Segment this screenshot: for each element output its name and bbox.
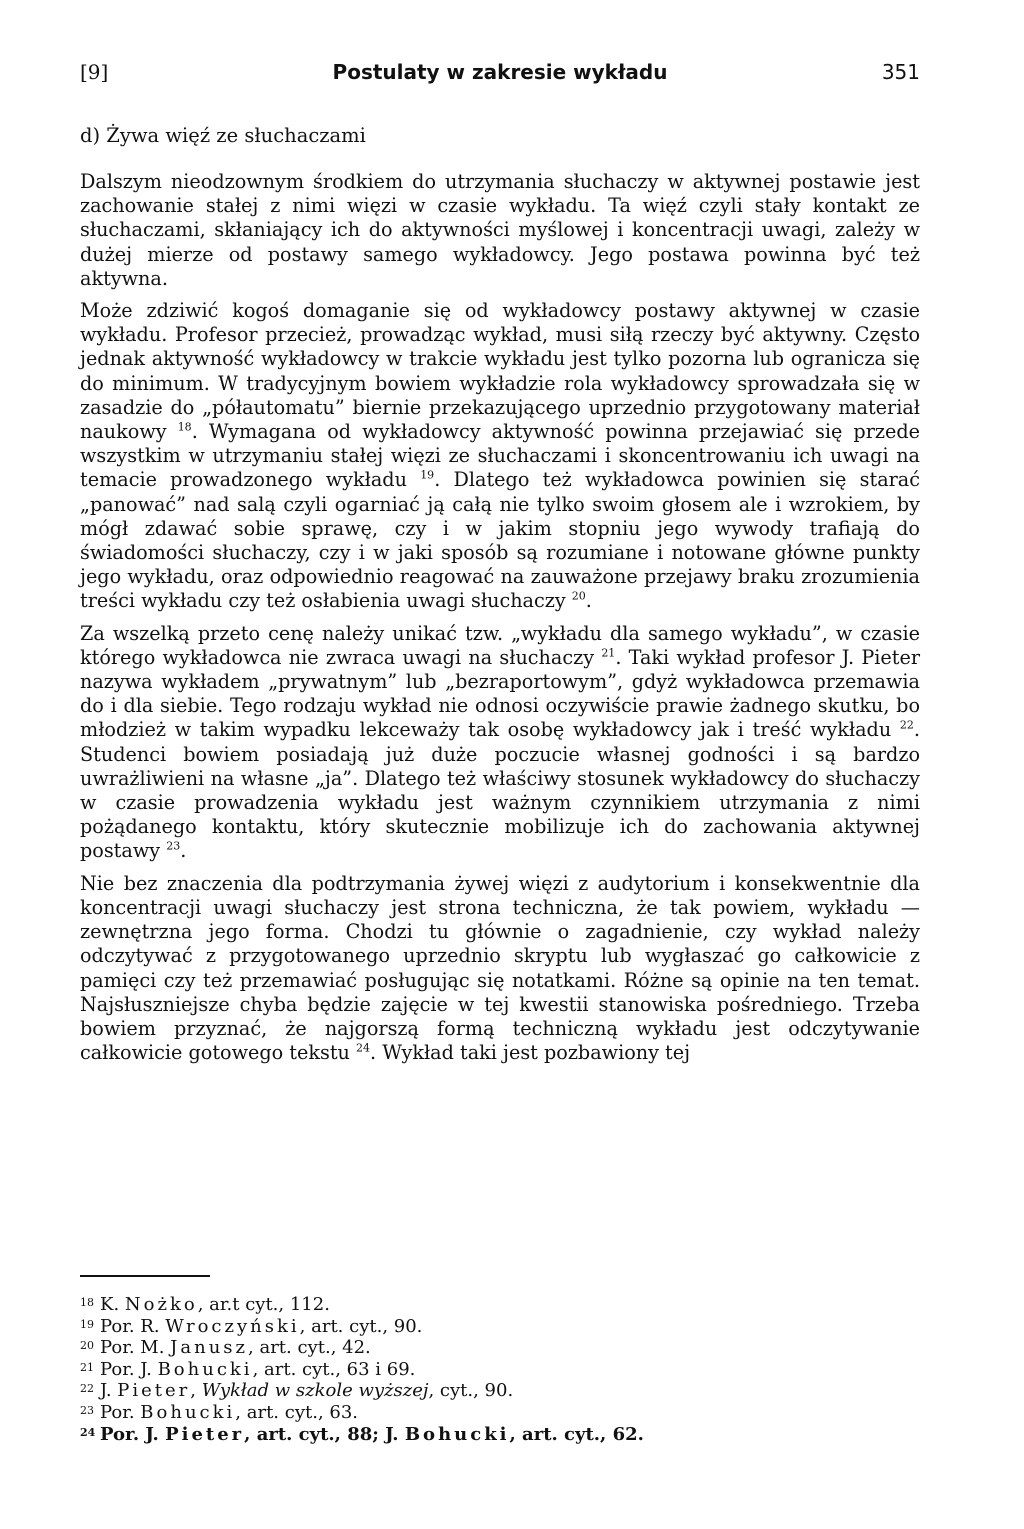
footnote-text: Wykład w szkole wyższej bbox=[201, 1380, 429, 1402]
running-title: Postulaty w zakresie wykładu bbox=[332, 60, 668, 84]
footnote bbox=[80, 1316, 920, 1338]
footnote-ref: 20 bbox=[571, 590, 586, 604]
paragraph-text: . Studenci bowiem posiadają już duże poczucie własnej godności i są bardzo uwrażliwieni na własne „ja”. Dlatego też właściwy stosunek wykładowcy do słuchaczy w czasie prowadzenia wykładu jest ważnym czynnikiem utrzymania z nimi pożądanego kontaktu, który skutecznie mobilizuje ich do zachowania aktywnej postawy bbox=[80, 718, 920, 863]
footnote-text: Janusz bbox=[170, 1337, 249, 1359]
footnote-text: Nożko bbox=[124, 1294, 198, 1315]
paragraph-text: . bbox=[585, 589, 592, 613]
paragraph-text: Za wszelką przeto cenę należy unikać tzw. „wykładu dla samego wykładu”, w czasie którego wykładowca nie zwraca uwagi na słuchaczy bbox=[80, 621, 920, 669]
footnote-text: , cyt., 90. bbox=[428, 1380, 514, 1402]
footnote-text: Pieter bbox=[117, 1380, 191, 1402]
footnote-text: , bbox=[190, 1380, 202, 1402]
paragraph bbox=[80, 299, 920, 614]
footnote-ref: 24 bbox=[356, 1041, 370, 1055]
footnote-text: Bohucki bbox=[157, 1358, 253, 1380]
footnote-ref: 22 bbox=[899, 719, 914, 733]
footnote-ref: 23 bbox=[166, 840, 181, 854]
footnote-text: Por. J. bbox=[100, 1423, 166, 1445]
footnote-ref: 19 bbox=[420, 469, 435, 483]
paragraph-text: Nie bez znaczenia dla podtrzymania żywej więzi z audytorium i konsekwentnie dla koncentracji uwagi słuchaczy jest strona techniczna, że tak powiem, wykładu — zewnętrzna jego forma. Chodzi tu głównie o zagadnienie, czy wykład należy odczytywać z przygotowanego uprzednio skryptu lub wygłaszać go całkowicie z pamięci czy też przemawiać posługując się notatkami. Różne są opinie na ten temat. Najsłuszniejsze chyba będzie zajęcie w tej kwestii stanowiska pośredniego. Trzeba bowiem przyznać, że najgorszą formą techniczną wykładu jest odczytywanie całkowicie gotowego tekstu bbox=[80, 871, 920, 1065]
footnote bbox=[80, 1402, 920, 1424]
paragraph-text: . Dlatego też wykładowca powinien się starać „panować” nad salą czyli ogarniać ją całą nie tylko swoim głosem ale i wzrokiem, by mógł zdawać sobie sprawę, czy i w jakim stopniu jego wywody trafiają do świadomości słuchaczy, czy i w jaki sposób są rozumiane i notowane główne punkty jego wykładu, oraz odpowiednio reagować na zauważone przejawy braku zrozumienia treści wykładu czy też osłabienia uwagi słuchaczy bbox=[80, 468, 920, 613]
paragraph-text: . Taki wykład profesor J. Pieter nazywa wykładem „prywatnym” lub „bezraportowym”, gdyż wykładowca przemawia do i dla siebie. Tego rodzaju wykład nie odnosi oczywiście prawie żadnego skutku, bo młodzież w takim wypadku lekceważy tak osobę wykładowcy jak i treść wykładu bbox=[80, 645, 920, 742]
footnote-ref: 21 bbox=[601, 646, 616, 660]
paragraph bbox=[80, 622, 920, 864]
footnote-number: 24 bbox=[80, 1425, 96, 1439]
footnote-number: 22 bbox=[80, 1382, 94, 1396]
footnote-text: Por. M. bbox=[100, 1337, 171, 1359]
footnote-text: , art. cyt., 90. bbox=[299, 1315, 423, 1337]
footnotes bbox=[80, 1294, 920, 1445]
footnote-rule bbox=[80, 1275, 210, 1277]
footnote-text: K. bbox=[100, 1294, 125, 1315]
footnote bbox=[80, 1424, 920, 1446]
footnote-text: Por. R. bbox=[100, 1315, 166, 1337]
footnote-text: , art. cyt., 62. bbox=[509, 1423, 644, 1445]
footnote bbox=[80, 1337, 920, 1359]
footnote-text: Por. J. bbox=[100, 1358, 158, 1380]
footnote-text: Bohucki bbox=[404, 1423, 510, 1445]
page-number: 351 bbox=[881, 60, 920, 84]
footnote-text: J. bbox=[100, 1380, 118, 1402]
footnote-number: 20 bbox=[80, 1339, 94, 1353]
section-heading: d) Żywa więź ze słuchaczami bbox=[80, 124, 366, 147]
paragraph bbox=[80, 872, 920, 1066]
footnote-text: , art. cyt., 63. bbox=[235, 1401, 359, 1423]
footnote bbox=[80, 1294, 920, 1316]
paragraph bbox=[80, 170, 920, 291]
section-number: [9] bbox=[80, 60, 109, 84]
footnote bbox=[80, 1380, 920, 1402]
footnote-text: Bohucki bbox=[140, 1401, 236, 1423]
paragraph-text: . Wykład taki jest pozbawiony tej bbox=[370, 1041, 691, 1065]
footnote-text: , ar.t cyt., 112. bbox=[197, 1294, 330, 1315]
footnote-text: Wroczyński bbox=[165, 1315, 300, 1337]
footnote-number: 23 bbox=[80, 1403, 94, 1417]
paragraph-text: . Wymagana od wykładowcy aktywność powinna przejawiać się przede wszystkim w utrzymaniu stałej więzi ze słuchaczami i skoncentrowaniu ich uwagi na temacie prowadzonego wykładu bbox=[80, 420, 920, 492]
footnote-text: Por. bbox=[100, 1401, 141, 1423]
footnote-ref: 18 bbox=[177, 420, 192, 434]
paragraph-text: Dalszym nieodzownym środkiem do utrzymania słuchaczy w aktywnej postawie jest zachowanie stałej z nimi więzi w czasie wykładu. Ta więź czyli stały kontakt ze słuchaczami, skłaniający ich do aktywności myślowej i koncentracji uwagi, zależy w dużej mierze od postawy samego wykładowcy. Jego postawa powinna być też aktywna. bbox=[80, 170, 920, 290]
body-text bbox=[80, 170, 920, 1073]
footnote-text: Pieter bbox=[165, 1423, 245, 1445]
footnote-number: 21 bbox=[80, 1360, 94, 1374]
footnote-number: 18 bbox=[80, 1296, 94, 1309]
paragraph-text: . bbox=[180, 839, 187, 863]
footnote bbox=[80, 1359, 920, 1381]
footnote-number: 19 bbox=[80, 1317, 94, 1331]
footnote-text: , art. cyt., 63 i 69. bbox=[252, 1358, 416, 1380]
footnote-text: , art. cyt., 42. bbox=[248, 1337, 371, 1359]
footnote-text: , art. cyt., 88; J. bbox=[244, 1423, 405, 1445]
paragraph-text: Może zdziwić kogoś domaganie się od wykładowcy postawy aktywnej w czasie wykładu. Profesor przecież, prowadząc wykład, musi siłą rzeczy być aktywny. Często jednak aktywność wykładowcy w trakcie wykładu jest tylko pozorna lub ogranicza się do minimum. W tradycyjnym bowiem wykładzie rola wykładowcy sprowadzała się w zasadzie do „półautomatu” biernie przekazującego uprzednio przygotowany materiał naukowy bbox=[80, 299, 920, 444]
